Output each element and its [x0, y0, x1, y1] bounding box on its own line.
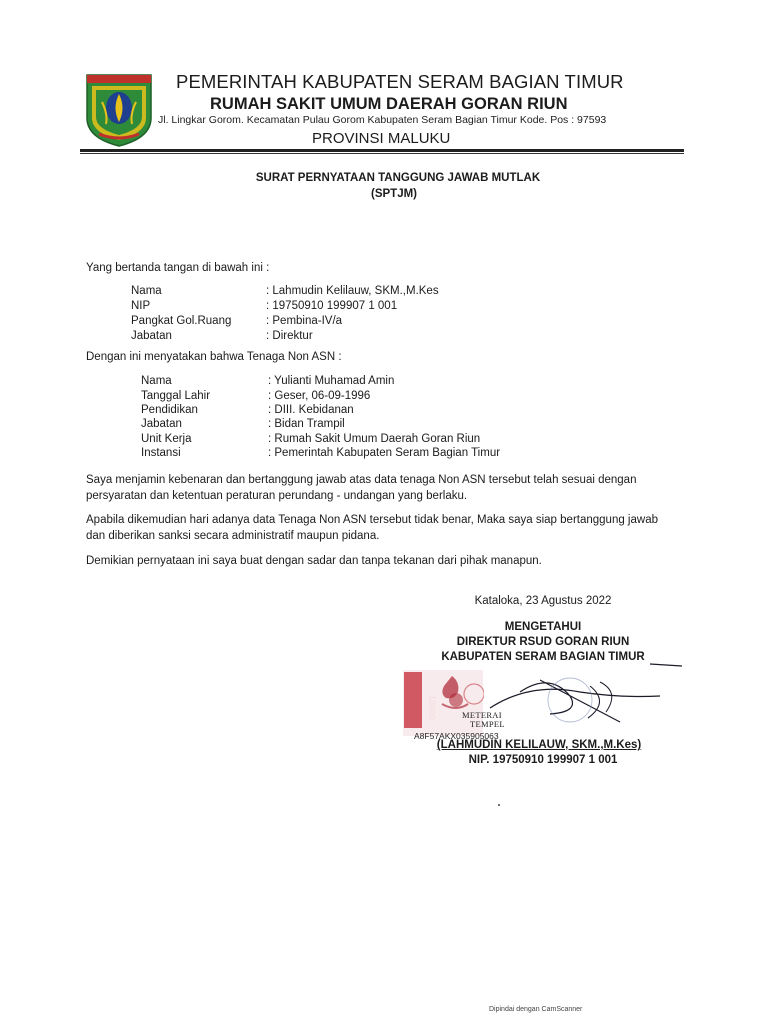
signer-label: Pangkat Gol.Ruang	[131, 315, 232, 327]
employee-value: : Geser, 06-09-1996	[268, 390, 371, 402]
signer-value: : Direktur	[266, 330, 313, 342]
stamp-label-bottom: TEMPEL	[470, 719, 505, 729]
signer-label: Nama	[131, 285, 162, 297]
hospital-address: Jl. Lingkar Gorom. Kecamatan Pulau Gorom Kabupaten Seram Bagian Timur Kode. Pos : 97593	[158, 114, 607, 126]
signer-label: Jabatan	[131, 330, 172, 342]
employee-label: Nama	[141, 375, 172, 387]
hospital-name: RUMAH SAKIT UMUM DAERAH GORAN RIUN	[210, 95, 568, 113]
employee-label: Tanggal Lahir	[141, 390, 211, 402]
signer-value: : 19750910 199907 1 001	[266, 300, 398, 312]
employee-value: : Pemerintah Kabupaten Seram Bagian Timur	[268, 447, 501, 459]
handwritten-signature-icon	[420, 652, 690, 742]
employee-value: : DIII. Kebidanan	[268, 404, 354, 416]
employee-label: Jabatan	[141, 418, 182, 430]
paragraph-guarantee-line1: Saya menjamin kebenaran dan bertanggung jawab atas data tenaga Non ASN tersebut telah sesuai dengan	[86, 474, 637, 486]
signer-name: (LAHMUDIN KELILAUW, SKM.,M.Kes)	[436, 739, 642, 751]
employee-label: Instansi	[141, 447, 181, 459]
employee-value: : Bidan Trampil	[268, 418, 345, 430]
scan-speck	[498, 804, 500, 806]
regency-emblem-logo	[84, 72, 154, 148]
paragraph-responsibility-line1: Apabila dikemudian hari adanya data Tenaga Non ASN tersebut tidak benar, Maka saya siap bertanggung jawab	[86, 514, 658, 526]
employee-label: Pendidikan	[141, 404, 198, 416]
paragraph-guarantee-line2: persyaratan dan ketentuan peraturan perundang - undangan yang berlaku.	[86, 490, 468, 502]
signer-label: NIP	[131, 300, 151, 312]
letterhead-divider-thick	[80, 149, 684, 152]
signer-value: : Pembina-IV/a	[266, 315, 343, 327]
employee-value: : Rumah Sakit Umum Daerah Goran Riun	[268, 433, 481, 445]
document-title: SURAT PERNYATAAN TANGGUNG JAWAB MUTLAK	[255, 172, 541, 184]
acknowledged-label: MENGETAHUI	[504, 621, 582, 633]
signer-value: : Lahmudin Kelilauw, SKM.,M.Kes	[266, 285, 439, 297]
letterhead-divider-thin	[80, 153, 684, 154]
document-title-abbr: (SPTJM)	[371, 188, 417, 200]
paragraph-responsibility-line2: dan diberikan sanksi secara administratif maupun pidana.	[86, 530, 380, 542]
employee-value: : Yulianti Muhamad Amin	[268, 375, 395, 387]
stamp-serial: A8F57AKX035905063	[414, 731, 499, 741]
employee-label: Unit Kerja	[141, 433, 192, 445]
signer-nip: NIP. 19750910 199907 1 001	[468, 754, 618, 766]
signer-regency: KABUPATEN SERAM BAGIAN TIMUR	[441, 651, 645, 663]
place-date: Kataloka, 23 Agustus 2022	[474, 595, 612, 607]
paragraph-closing: Demikian pernyataan ini saya buat dengan sadar dan tanpa tekanan dari pihak manapun.	[86, 555, 542, 567]
government-name: PEMERINTAH KABUPATEN SERAM BAGIAN TIMUR	[176, 71, 624, 92]
scanner-watermark: Dipindai dengan CamScanner	[489, 1006, 583, 1013]
statement-text: Dengan ini menyatakan bahwa Tenaga Non ASN :	[86, 351, 342, 363]
province-name: PROVINSI MALUKU	[312, 130, 451, 147]
intro-text: Yang bertanda tangan di bawah ini :	[86, 262, 270, 274]
signer-position: DIREKTUR RSUD GORAN RIUN	[456, 636, 630, 648]
stamp-value: 10000	[427, 695, 437, 721]
stamp-label-top: METERAI	[462, 710, 502, 720]
